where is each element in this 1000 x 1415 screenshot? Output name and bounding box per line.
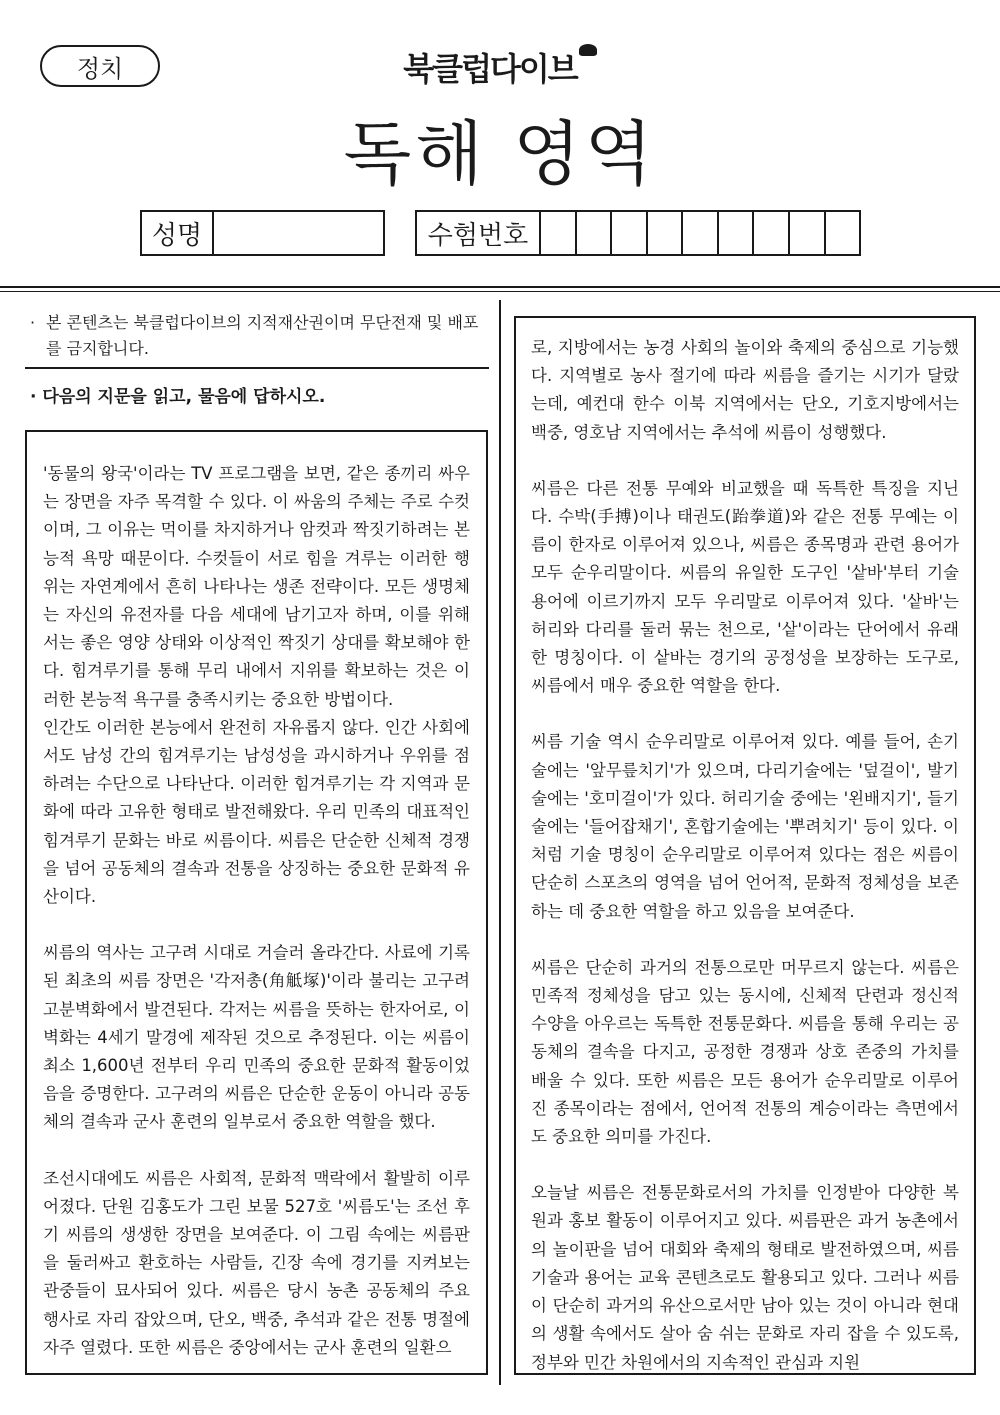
passage-paragraph: 인간도 이러한 본능에서 완전히 자유롭지 않다. 인간 사회에서도 남성 간의 힘겨루기는 남성성을 과시하거나 우위를 점하려는 수단으로 나타난다. 이러한 힘겨루기는 각 지역과 문화에 따라 고유한 형태로 발전해왔다. 우리 민족의 대표적인 힘겨루기 문화는 바로 씨름이다. 씨름은 단순한 신체적 경쟁을 넘어 공동체의 결속과 전통을 상징하는 중요한 문화적 유산이다. (43, 717, 471, 907)
passage-right-column (514, 316, 976, 1375)
passage-paragraph: '동물의 왕국'이라는 TV 프로그램을 보면, 같은 종끼리 싸우는 장면을 자주 목격할 수 있다. 이 싸움의 주체는 주로 수컷이며, 그 이유는 먹이를 차지하거나 암컷과 짝짓기하려는 본능적 욕망 때문이다. 수컷들이 서로 힘을 겨루는 이러한 행위는 자연계에서 흔히 나타나는 생존 전략이다. 모든 생명체는 자신의 유전자를 다음 세대에 남기고자 하며, 이를 위해서는 좋은 영양 상태와 이상적인 짝짓기 상대를 확보해야 한다. 힘겨루기를 통해 무리 내에서 지위를 확보하는 것은 이러한 본능적 욕구를 충족시키는 중요한 방법이다. (43, 464, 470, 709)
brand-logo (0, 44, 1000, 90)
logo-mark-icon (579, 44, 597, 56)
copyright-notice (30, 310, 490, 362)
notice-divider (25, 367, 489, 369)
notice-text: 본 콘텐츠는 북클럽다이브의 지적재산권이며 무단전재 및 배포를 금지합니다. (46, 313, 479, 358)
brand-name: 북클럽다이브 (403, 50, 577, 88)
passage-paragraph: 오늘날 씨름은 전통문화로서의 가치를 인정받아 다양한 복원과 홍보 활동이 이루어지고 있다. 씨름판은 과거 농촌에서의 놀이판을 넘어 대회와 축제의 형태로 발전하였으며, 씨름 기술과 용어는 교육 콘텐츠로도 활용되고 있다. 그러나 씨름이 단순히 과거의 유산으로서만 남아 있는 것이 아니라 현대의 생활 속에서도 살아 숨 쉬는 문화로 자리 잡을 수 있도록, 정부와 민간 차원에서의 지속적인 관심과 지원 (531, 1183, 959, 1372)
passage-paragraph: 씨름 기술 역시 순우리말로 이루어져 있다. 예를 들어, 손기술에는 '앞무릎치기'가 있으며, 다리기술에는 '덮걸이', 발기술에는 '호미걸이'가 있다. 허리기술 중에는 '왼배지기', 들기술에는 '들어잡채기', 혼합기술에는 '뿌려치기' 등이 있다. 이처럼 기술 명칭이 순우리말로 이루어져 있다는 점은 씨름이 단순히 스포츠의 영역을 넘어 언어적, 문화적 정체성을 보존하는 데 중요한 역할을 하고 있음을 보여준다. (531, 732, 959, 921)
passage-paragraph: 씨름은 다른 전통 무예와 비교했을 때 독특한 특징을 지닌다. 수박(手搏)이나 태권도(跆拳道)와 같은 전통 무예는 이름이 한자로 이루어져 있으나, 씨름은 종목명과 관련 용어가 모두 순우리말이다. 씨름의 유일한 도구인 '샅바'부터 기술 용어에 이르기까지 모두 우리말로 이루어져 있다. '샅바'는 허리와 다리를 둘러 묶는 천으로, '샅'이라는 단어에서 유래한 명칭이다. 이 샅바는 경기의 공정성을 보장하는 도구로, 씨름에서 매우 중요한 역할을 한다. (531, 478, 959, 696)
header-divider-thin (0, 291, 1000, 292)
exam-number-cell[interactable] (790, 212, 826, 254)
exam-number-cell[interactable] (612, 212, 648, 254)
exam-number-cell[interactable] (648, 212, 684, 254)
exam-number-label: 수험번호 (417, 212, 541, 254)
exam-number-cell[interactable] (577, 212, 613, 254)
passage-paragraph: 씨름은 단순히 과거의 전통으로만 머무르지 않는다. 씨름은 민족적 정체성을 담고 있는 동시에, 신체적 단련과 정신적 수양을 아우르는 독특한 전통문화다. 씨름을 통해 우리는 공동체의 결속을 다지고, 공정한 경쟁과 상호 존중의 가치를 배울 수 있다. 또한 씨름은 모든 용어가 순우리말로 이루어진 종목이라는 점에서, 언어적 전통의 계승이라는 측면에서도 중요한 의미를 가진다. (531, 957, 959, 1147)
name-input-area[interactable] (214, 212, 383, 254)
subject-label: 정치 (76, 54, 124, 83)
exam-number-cell[interactable] (541, 212, 577, 254)
passage-paragraph: 조선시대에도 씨름은 사회적, 문화적 맥락에서 활발히 이루어졌다. 단원 김홍도가 그린 보물 527호 '씨름도'는 조선 후기 씨름의 생생한 장면을 보여준다. 이 그림 속에는 씨름판을 둘러싸고 환호하는 사람들, 긴장 속에 경기를 지켜보는 관중들이 묘사되어 있다. 씨름은 당시 농촌 공동체의 주요 행사로 자리 잡았으며, 단오, 백중, 추석과 같은 전통 명절에 자주 열렸다. 또한 씨름은 중앙에서는 군사 훈련의 일환으 (43, 1168, 470, 1357)
name-field (140, 210, 385, 256)
name-label: 성명 (142, 212, 214, 254)
exam-number-cell[interactable] (719, 212, 755, 254)
exam-number-field (415, 210, 861, 256)
column-divider (499, 300, 501, 1385)
header-divider (0, 286, 1000, 288)
passage-paragraph: 씨름의 역사는 고구려 시대로 거슬러 올라간다. 사료에 기록된 최초의 씨름 장면은 '각저총(角觝塚)'이라 불리는 고구려 고분벽화에서 발견된다. 각저는 씨름을 뜻하는 한자어로, 이 벽화는 4세기 말경에 제작된 것으로 추정된다. 이는 씨름이 최소 1,600년 전부터 우리 민족의 중요한 문화적 활동이었음을 증명한다. 고구려의 씨름은 단순한 운동이 아니라 공동체의 결속과 군사 훈련의 일부로서 중요한 역할을 했다. (43, 943, 470, 1132)
passage-paragraph: 로, 지방에서는 농경 사회의 놀이와 축제의 중심으로 기능했다. 지역별로 농사 절기에 따라 씨름을 즐기는 시기가 달랐는데, 예컨대 한수 이북 지역에서는 단오, 기호지방에서는 백중, 영호남 지역에서는 추석에 씨름이 성행했다. (531, 338, 959, 442)
exam-number-cell[interactable] (826, 212, 860, 254)
page-title: 독해 영역 (343, 113, 657, 195)
question-instruction: · 다음의 지문을 읽고, 물음에 답하시오. (30, 387, 326, 407)
exam-number-cell[interactable] (754, 212, 790, 254)
passage-left-column (25, 430, 488, 1375)
notice-bullet: · (30, 313, 36, 332)
exam-number-cell[interactable] (683, 212, 719, 254)
